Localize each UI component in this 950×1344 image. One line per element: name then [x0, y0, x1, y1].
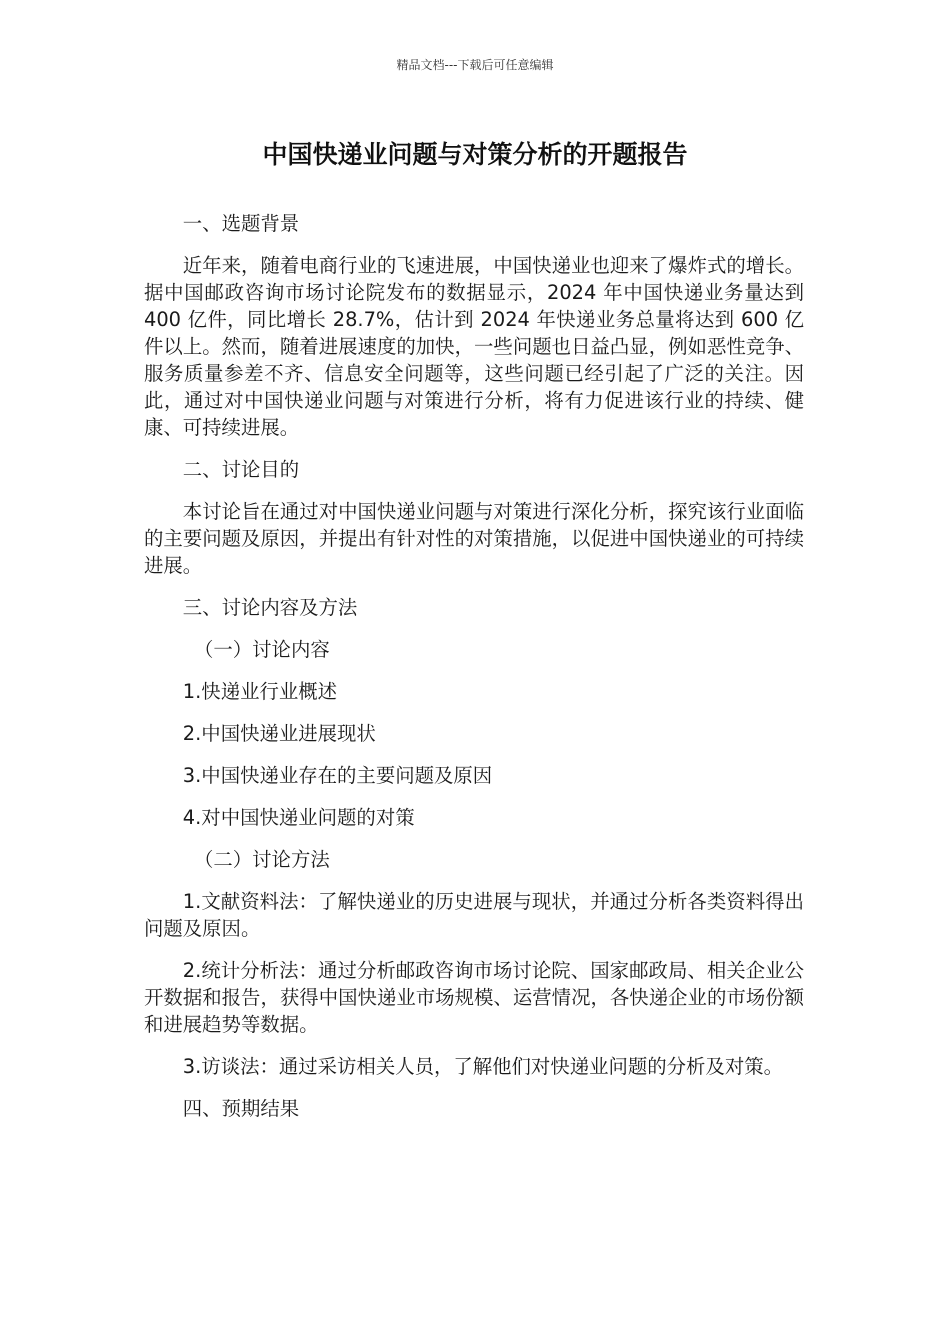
subheading-method: （二）讨论方法 [194, 848, 330, 871]
purpose-paragraph: 本讨论旨在通过对中国快递业问题与对策进行深化分析，探究该行业面临的主要问题及原因，并提出有针对性的对策措施，以促进中国快递业的可持续进展。 [144, 500, 804, 577]
section-heading-purpose: 二、讨论目的 [182, 458, 300, 481]
method-item: 1.文献资料法：了解快递业的历史进展与现状，并通过分析各类资料得出问题及原因。 [144, 890, 804, 940]
method-item: 3.访谈法：通过采访相关人员，了解他们对快递业问题的分析及对策。 [182, 1055, 784, 1078]
section-heading-background: 一、选题背景 [182, 212, 300, 235]
section-heading-content-method: 三、讨论内容及方法 [182, 596, 358, 619]
subheading-content: （一）讨论内容 [194, 638, 330, 661]
content-item: 4.对中国快递业问题的对策 [182, 806, 415, 829]
page-header: 精品文档---下载后可任意编辑 [396, 58, 554, 72]
content-item: 2.中国快递业进展现状 [182, 722, 376, 745]
content-item: 3.中国快递业存在的主要问题及原因 [182, 764, 493, 787]
method-item: 2.统计分析法：通过分析邮政咨询市场讨论院、国家邮政局、相关企业公开数据和报告，获得中国快递业市场规模、运营情况，各快递企业的市场份额和进展趋势等数据。 [144, 959, 804, 1036]
background-paragraph: 近年来，随着电商行业的飞速进展，中国快递业也迎来了爆炸式的增长。据中国邮政咨询市场讨论院发布的数据显示，2024 年中国快递业务量达到 400 亿件，同比增长 28.7%，估计到 2024 年快递业务总量将达到 600 亿件以上。然而，随着进展速度的加快，一些问题也日益凸显，例如恶性竞争、服务质量参差不齐、信息安全问题等，这些问题已经引起了广泛的关注。因此，通过对中国快递业问题与对策进行分析，将有力促进该行业的持续、健康、可持续进展。 [144, 254, 804, 439]
document-body [144, 210, 804, 1137]
document-title: 中国快递业问题与对策分析的开题报告 [262, 140, 688, 169]
section-heading-expected-results: 四、预期结果 [182, 1097, 300, 1120]
content-item: 1.快递业行业概述 [182, 680, 338, 703]
